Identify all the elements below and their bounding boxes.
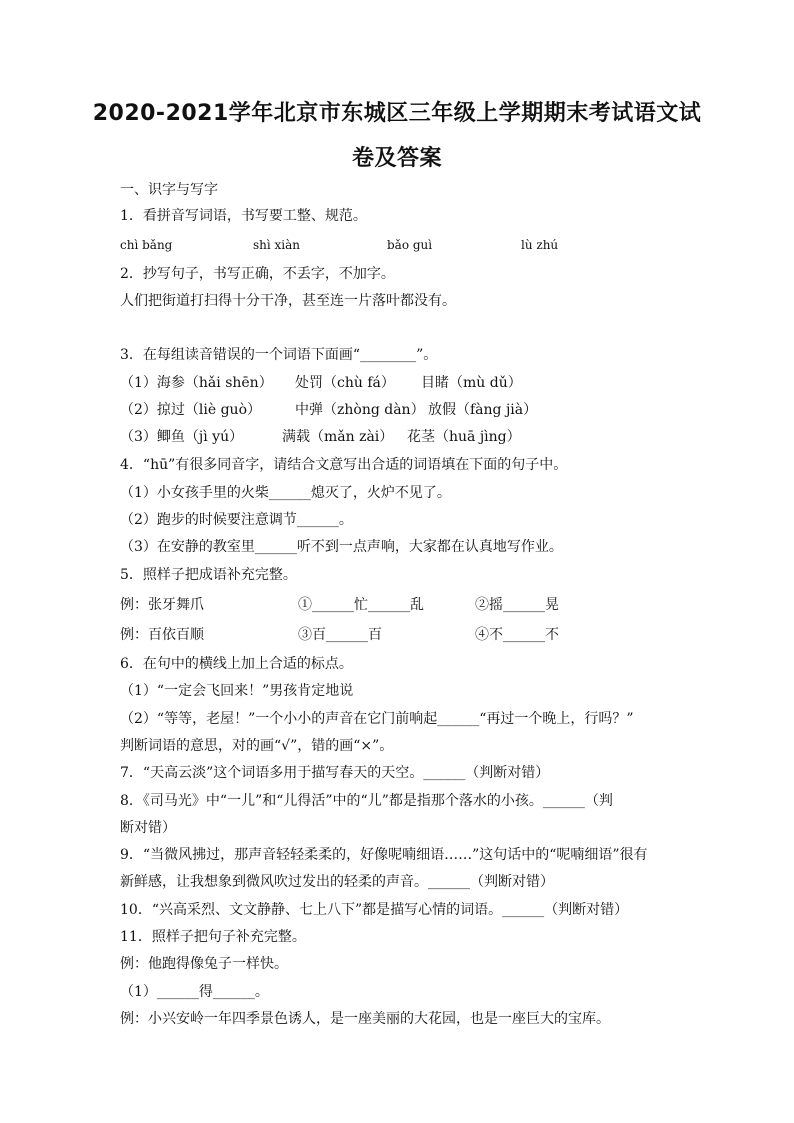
question-11: 11．照样子把句子补充完整。 (120, 929, 306, 945)
q5-item-1: ①______忙______乱 (298, 597, 424, 613)
q3-row-2-c: 放假（fàng jià） (428, 402, 538, 418)
document-title-line2: 卷及答案 (351, 146, 442, 171)
q5-example-1: 例：张牙舞爪 (120, 597, 204, 613)
q3-row-1-a: （1）海参（hǎi shēn） (120, 375, 273, 391)
q4-item-2: （2）跑步的时候要注意调节______。 (120, 512, 353, 528)
q3-row-1-c: 目睹（mù dǔ） (421, 375, 522, 391)
q3-row-3-c: 花茎（huā jìng） (407, 429, 521, 445)
q4-item-1: （1）小女孩手里的火柴______熄灭了，火炉不见了。 (120, 485, 451, 501)
question-9-line1: 9．“当微风拂过，那声音轻轻柔柔的，好像呢喃细语……”这句话中的“呢喃细语”很有 (120, 847, 648, 863)
judge-intro: 判断词语的意思，对的画“√”，错的画“×”。 (120, 738, 394, 754)
section-heading: 一、识字与写字 (120, 182, 218, 198)
question-8-line1: 8．《司马光》中“一儿”和“儿得活”中的“儿”都是指那个落水的小孩。______（判 (120, 793, 613, 809)
question-6: 6．在句中的横线上加上合适的标点。 (120, 656, 353, 672)
q11-example-2: 例：小兴安岭一年四季景色诱人，是一座美丽的大花园，也是一座巨大的宝库。 (120, 1011, 610, 1027)
question-1: 1．看拼音写词语，书写要工整、规范。 (120, 208, 367, 224)
question-2-sentence: 人们把街道打扫得十分干净，甚至连一片落叶都没有。 (120, 293, 456, 309)
q5-item-3: ③百______百 (298, 627, 382, 643)
q3-row-1-b: 处罚（chù fá） (295, 375, 395, 391)
q5-item-2: ②摇______晃 (475, 597, 559, 613)
document-title-line1: 2020-2021学年北京市东城区三年级上学期期末考试语文试 (92, 101, 702, 126)
q3-row-2-b: 中弹（zhòng dàn） (295, 402, 425, 418)
q3-row-2-a: （2）掠过（liè guò） (120, 402, 262, 418)
q11-item-1: （1）______得______。 (120, 984, 269, 1000)
question-2: 2．抄写句子，书写正确，不丢字，不加字。 (120, 266, 395, 282)
q5-example-2: 例：百依百顺 (120, 627, 204, 643)
q6-item-2: （2）“等等，老屋！”一个小小的声音在它门前响起______“再过一个晚上，行吗？” (120, 711, 634, 727)
q3-row-3-b: 满载（mǎn zài） (282, 429, 394, 445)
question-5: 5．照样子把成语补充完整。 (120, 567, 297, 583)
pinyin-2: shì xiàn (253, 238, 301, 252)
question-10: 10．“兴高采烈、文文静静、七上八下”都是描写心情的词语。______（判断对错） (120, 902, 629, 918)
question-9-line2: 新鲜感，让我想象到微风吹过发出的轻柔的声音。______（判断对错） (120, 874, 554, 890)
question-4: 4．“hū”有很多同音字，请结合文意写出合适的词语填在下面的句子中。 (120, 457, 568, 473)
q3-row-3-a: （3）鲫鱼（jì yú） (120, 429, 244, 445)
pinyin-4: lù zhú (521, 238, 559, 252)
pinyin-3: bǎo guì (387, 238, 433, 252)
question-3: 3．在每组读音错误的一个词语下面画“________”。 (120, 347, 438, 363)
q5-item-4: ④不______不 (475, 627, 559, 643)
q6-item-1: （1）“一定会飞回来！”男孩肯定地说 (120, 683, 354, 699)
q4-item-3: （3）在安静的教室里______听不到一点声响，大家都在认真地写作业。 (120, 539, 563, 555)
pinyin-1: chì bǎng (120, 238, 173, 252)
question-8-line2: 断对错） (120, 820, 176, 836)
question-7: 7．“天高云淡”这个词语多用于描写春天的天空。______（判断对错） (120, 765, 550, 781)
q11-example-1: 例：他跑得像兔子一样快。 (120, 956, 288, 972)
